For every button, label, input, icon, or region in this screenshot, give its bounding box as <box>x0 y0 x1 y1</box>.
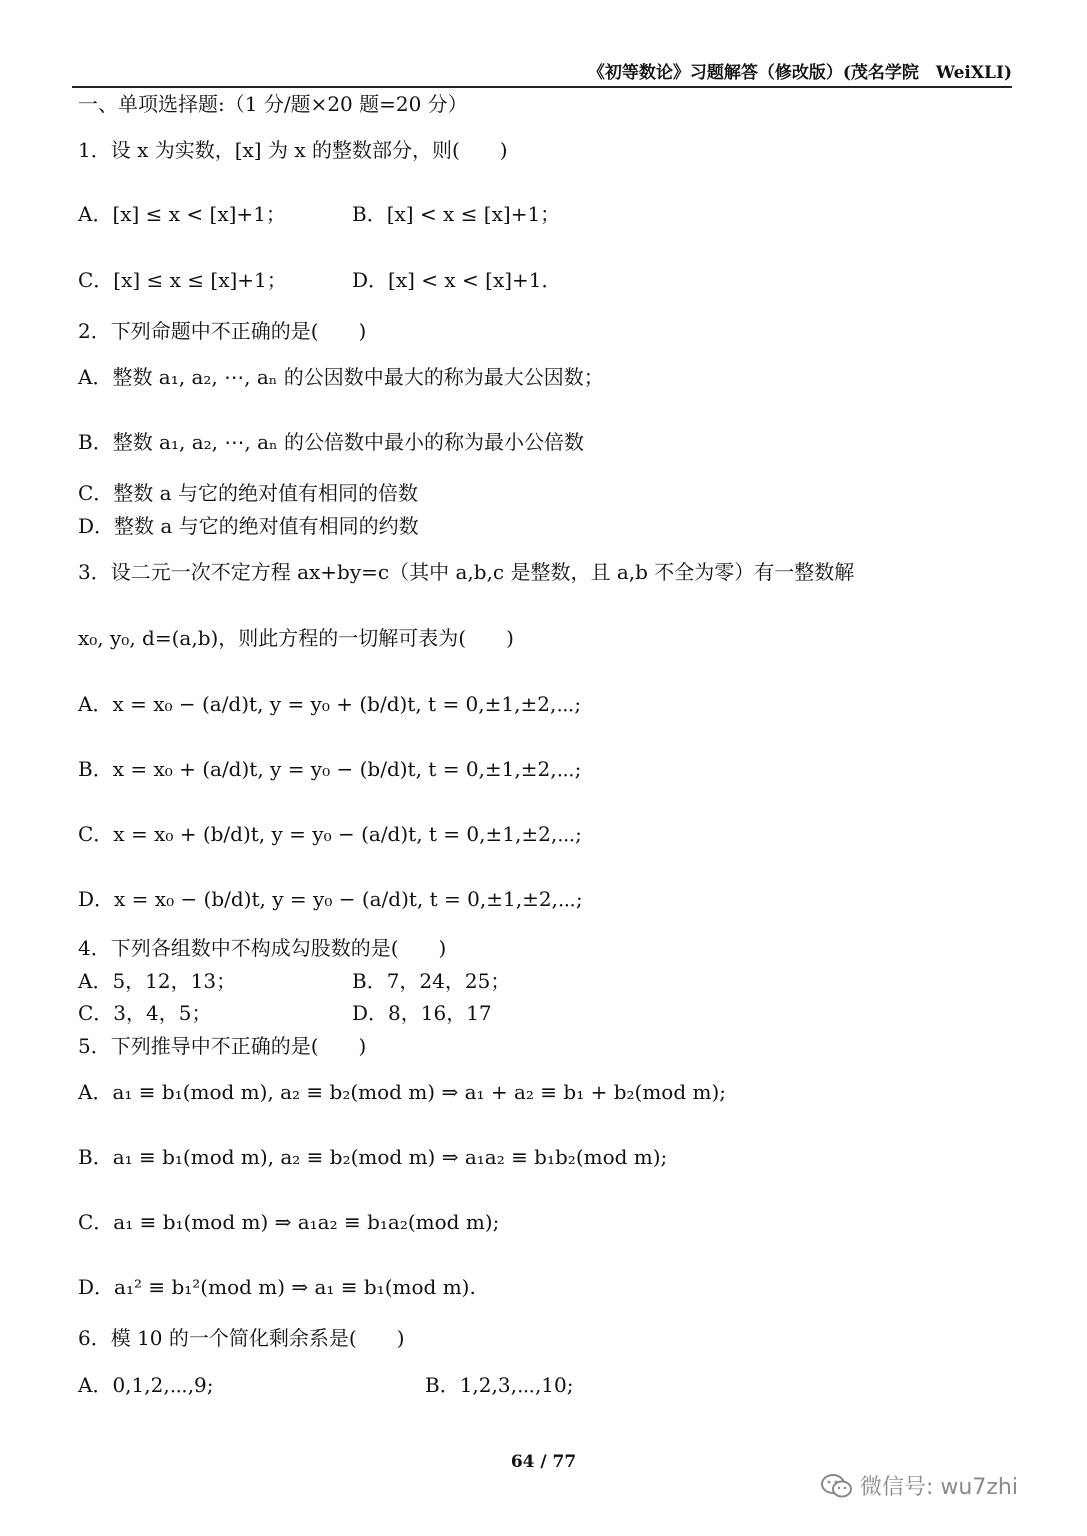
question-line-q4a: A．5，12，13； <box>78 969 237 993</box>
question-line-q6: 6．模 10 的一个简化剩余系是( ) <box>78 1326 405 1350</box>
wechat-icon <box>820 1473 854 1499</box>
question-line-q5c: C．a₁ ≡ b₁(mod m) ⇒ a₁a₂ ≡ b₁a₂(mod m); <box>78 1210 500 1234</box>
question-line-q5b: B．a₁ ≡ b₁(mod m), a₂ ≡ b₂(mod m) ⇒ a₁a₂ ≡ b₁b₂(mod m); <box>78 1145 668 1169</box>
question-line-q1c: C．[x] ≤ x ≤ [x]+1； <box>78 268 287 292</box>
question-line-q5d: D．a₁² ≡ b₁²(mod m) ⇒ a₁ ≡ b₁(mod m). <box>78 1275 476 1299</box>
question-line-q3od: D．x = x₀ − (b/d)t, y = y₀ − (a/d)t, t = 0,±1,±2,⋯; <box>78 887 583 911</box>
q4-option-b: B．7，24，25； <box>352 969 511 993</box>
question-line-q3ob: B．x = x₀ + (a/d)t, y = y₀ − (b/d)t, t = 0,±1,±2,⋯; <box>78 757 582 781</box>
question-line-q1: 1．设 x 为实数，[x] 为 x 的整数部分，则( ) <box>78 138 508 162</box>
question-line-q3: 3．设二元一次不定方程 ax+by=c（其中 a,b,c 是整数，且 a,b 不全为零）有一整数解 <box>78 560 855 584</box>
question-line-q2b: B．整数 a₁, a₂, ⋯, aₙ 的公倍数中最小的称为最小公倍数 <box>78 430 585 454</box>
q1-option-b: B．[x] < x ≤ [x]+1； <box>352 202 561 226</box>
q4-option-d: D．8，16，17 <box>352 1001 492 1025</box>
q1-option-d: D．[x] < x < [x]+1． <box>352 268 562 292</box>
question-line-q2d: D．整数 a 与它的绝对值有相同的约数 <box>78 514 419 538</box>
section-title: 一、单项选择题:（1 分/题×20 题=20 分） <box>78 92 468 116</box>
question-line-q3oa: A．x = x₀ − (a/d)t, y = y₀ + (b/d)t, t = 0,±1,±2,⋯; <box>78 692 582 716</box>
question-line-q4: 4．下列各组数中不构成勾股数的是( ) <box>78 936 447 960</box>
question-line-q2: 2．下列命题中不正确的是( ) <box>78 319 367 343</box>
question-line-q6a: A．0,1,2,⋯,9; <box>78 1373 214 1397</box>
watermark <box>820 1470 1018 1501</box>
question-line-q3oc: C．x = x₀ + (b/d)t, y = y₀ − (a/d)t, t = 0,±1,±2,⋯; <box>78 822 582 846</box>
q6-option-b: B．1,2,3,⋯,10; <box>425 1373 574 1397</box>
question-line-q5a: A．a₁ ≡ b₁(mod m), a₂ ≡ b₂(mod m) ⇒ a₁ + a₂ ≡ b₁ + b₂(mod m); <box>78 1080 726 1104</box>
question-line-q2a: A．整数 a₁, a₂, ⋯, aₙ 的公因数中最大的称为最大公因数； <box>78 365 604 389</box>
question-line-q3b: x₀, y₀, d=(a,b)，则此方程的一切解可表为( ) <box>78 626 514 650</box>
question-line-q1a: A．[x] ≤ x < [x]+1； <box>78 202 286 226</box>
running-header: 《初等数论》习题解答（修改版）(茂名学院 WeiXLI) <box>587 63 1012 83</box>
header-rule <box>72 86 1012 88</box>
question-line-q4c: C．3，4，5； <box>78 1001 212 1025</box>
question-line-q2c: C．整数 a 与它的绝对值有相同的倍数 <box>78 481 418 505</box>
question-line-q5: 5．下列推导中不正确的是( ) <box>78 1034 367 1058</box>
page-number: 64 / 77 <box>510 1452 577 1472</box>
watermark-text: 微信号: wu7zhi <box>860 1475 1018 1500</box>
